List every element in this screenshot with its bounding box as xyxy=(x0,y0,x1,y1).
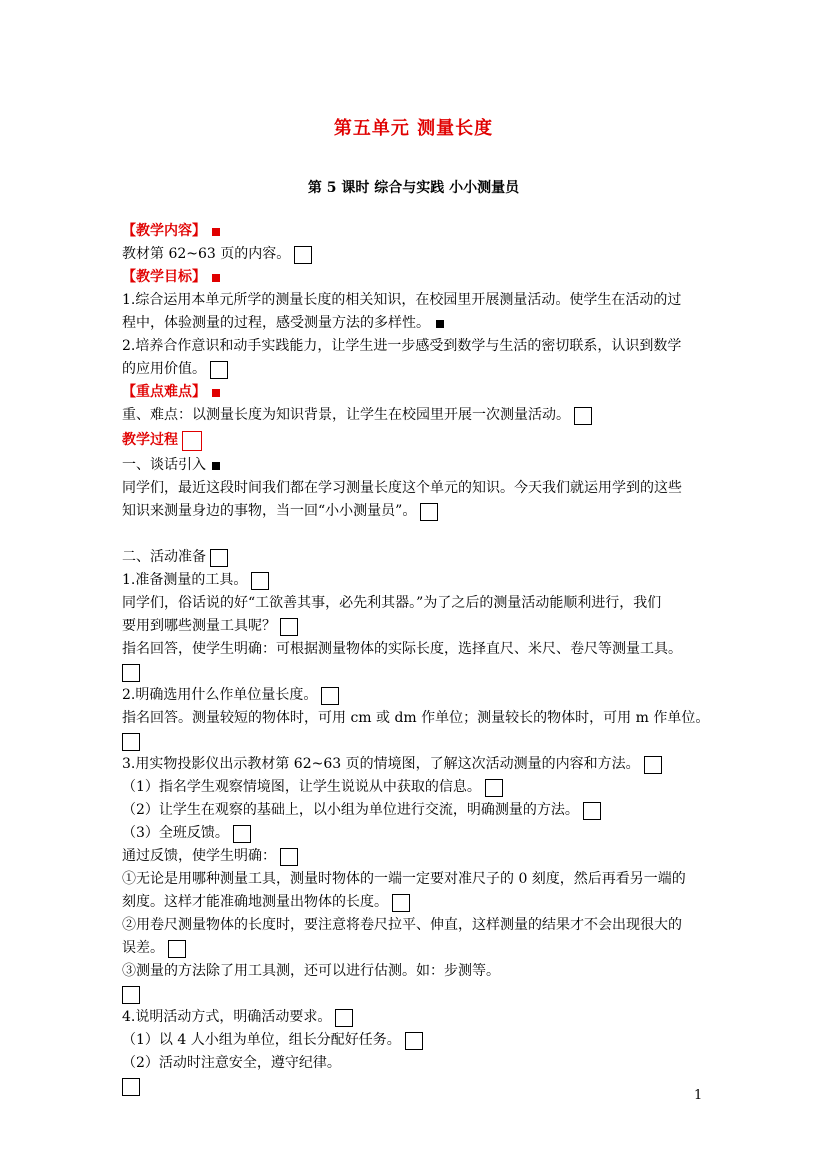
text: ③测量的方法除了用工具测，还可以进行估测。如：步测等。 xyxy=(122,963,500,979)
text: 指名回答。测量较短的物体时，可用 cm 或 dm 作单位；测量较长的物体时，可用 m 作单位。 xyxy=(122,710,710,726)
empty-checkbox xyxy=(392,894,410,912)
heading-label: 【教学目标】 xyxy=(122,269,206,285)
text-line xyxy=(122,615,710,638)
text-line xyxy=(122,243,710,266)
empty-checkbox xyxy=(122,733,140,751)
text: （2）活动时注意安全，遵守纪律。 xyxy=(122,1055,341,1071)
empty-checkbox xyxy=(280,848,298,866)
text: 通过反馈，使学生明确： xyxy=(122,848,276,864)
document-body xyxy=(122,220,710,1098)
text-line xyxy=(122,404,710,427)
black-square-mark xyxy=(212,462,220,470)
text-line xyxy=(122,454,710,477)
text-line xyxy=(122,592,710,615)
text: 2.培养合作意识和动手实践能力，让学生进一步感受到数学与生活的密切联系，认识到数学 xyxy=(122,338,682,354)
text: 1.综合运用本单元所学的测量长度的相关知识，在校园里开展测量活动。使学生在活动的过 xyxy=(122,292,682,308)
text: （2）让学生在观察的基础上，以小组为单位进行交流，明确测量的方法。 xyxy=(122,802,579,818)
text: 程中，体验测量的过程，感受测量方法的多样性。 xyxy=(122,315,430,331)
text-line xyxy=(122,799,710,822)
empty-checkbox xyxy=(122,986,140,1004)
red-square-mark xyxy=(212,228,220,236)
text: 指名回答，使学生明确：可根据测量物体的实际长度，选择直尺、米尺、卷尺等测量工具。 xyxy=(122,641,682,657)
text-line xyxy=(122,684,710,707)
text-line xyxy=(122,358,710,381)
text: 刻度。这样才能准确地测量出物体的长度。 xyxy=(122,894,388,910)
empty-checkbox xyxy=(280,618,298,636)
text-line xyxy=(122,730,710,753)
text: （1）指名学生观察情境图，让学生说说从中获取的信息。 xyxy=(122,779,481,795)
text-line xyxy=(122,569,710,592)
text-line xyxy=(122,312,710,335)
empty-checkbox xyxy=(251,572,269,590)
text-line xyxy=(122,546,710,569)
empty-checkbox xyxy=(405,1032,423,1050)
text-line xyxy=(122,1075,710,1098)
text: 知识来测量身边的事物，当一回“小小测量员”。 xyxy=(122,503,417,519)
text: （3）全班反馈。 xyxy=(122,825,229,841)
text-line xyxy=(122,289,710,312)
text-line xyxy=(122,983,710,1006)
text: 一、谈话引入 xyxy=(122,457,206,473)
text-line xyxy=(122,707,710,730)
heading-label: 【教学内容】 xyxy=(122,223,206,239)
text: ②用卷尺测量物体的长度时，要注意将卷尺拉平、伸直，这样测量的结果才不会出现很大的 xyxy=(122,917,682,933)
heading-process xyxy=(122,427,710,454)
text-line xyxy=(122,753,710,776)
empty-checkbox xyxy=(168,940,186,958)
red-square-mark xyxy=(212,389,220,397)
empty-checkbox xyxy=(122,1078,140,1096)
red-square-mark xyxy=(212,274,220,282)
page-number: 1 xyxy=(694,1088,703,1103)
text: 二、活动准备 xyxy=(122,549,206,565)
empty-checkbox xyxy=(485,779,503,797)
text-line xyxy=(122,937,710,960)
text-line xyxy=(122,1052,710,1075)
text-line xyxy=(122,1006,710,1029)
empty-checkbox xyxy=(420,503,438,521)
text-line xyxy=(122,891,710,914)
empty-checkbox xyxy=(644,756,662,774)
text-line xyxy=(122,477,710,500)
text: 的应用价值。 xyxy=(122,361,206,377)
text: 同学们，最近这段时间我们都在学习测量长度这个单元的知识。今天我们就运用学到的这些 xyxy=(122,480,682,496)
text: 要用到哪些测量工具呢？ xyxy=(122,618,276,634)
empty-checkbox xyxy=(210,361,228,379)
empty-checkbox xyxy=(233,825,251,843)
text: （1）以 4 人小组为单位，组长分配好任务。 xyxy=(122,1032,401,1048)
unit-title: 第五单元 测量长度 xyxy=(333,118,494,139)
empty-checkbox xyxy=(335,1009,353,1027)
text: 1.准备测量的工具。 xyxy=(122,572,248,588)
text: 误差。 xyxy=(122,940,164,956)
heading-label: 教学过程 xyxy=(122,432,178,448)
text-line xyxy=(122,822,710,845)
heading-objectives xyxy=(122,266,710,289)
empty-checkbox xyxy=(122,664,140,682)
text: 4.说明活动方式，明确活动要求。 xyxy=(122,1009,332,1025)
text-line xyxy=(122,1029,710,1052)
text-line xyxy=(122,335,710,358)
text-line xyxy=(122,845,710,868)
black-square-mark xyxy=(436,320,444,328)
empty-checkbox xyxy=(294,246,312,264)
text: ①无论是用哪种测量工具，测量时物体的一端一定要对准尺子的 0 刻度，然后再看另一端的 xyxy=(122,871,686,887)
text-line xyxy=(122,868,710,891)
heading-label: 【重点难点】 xyxy=(122,384,206,400)
text-line xyxy=(122,638,710,661)
text-line xyxy=(122,776,710,799)
empty-checkbox xyxy=(321,687,339,705)
blank-line xyxy=(122,523,710,546)
text-line xyxy=(122,960,710,983)
text-line xyxy=(122,914,710,937)
empty-checkbox xyxy=(210,549,228,567)
heading-key-points xyxy=(122,381,710,404)
text: 同学们，俗话说的好“工欲善其事，必先利其器。”为了之后的测量活动能顺利进行，我们 xyxy=(122,595,662,611)
lesson-subtitle: 第 5 课时 综合与实践 小小测量员 xyxy=(307,180,520,196)
text: 重、难点：以测量长度为知识背景，让学生在校园里开展一次测量活动。 xyxy=(122,407,570,423)
text-line xyxy=(122,661,710,684)
empty-checkbox xyxy=(583,802,601,820)
text-line xyxy=(122,500,710,523)
text: 3.用实物投影仪出示教材第 62~63 页的情境图，了解这次活动测量的内容和方法。 xyxy=(122,756,640,772)
red-empty-checkbox xyxy=(182,431,202,451)
text: 教材第 62~63 页的内容。 xyxy=(122,246,291,262)
text: 2.明确选用什么作单位量长度。 xyxy=(122,687,318,703)
empty-checkbox xyxy=(574,407,592,425)
heading-content xyxy=(122,220,710,243)
